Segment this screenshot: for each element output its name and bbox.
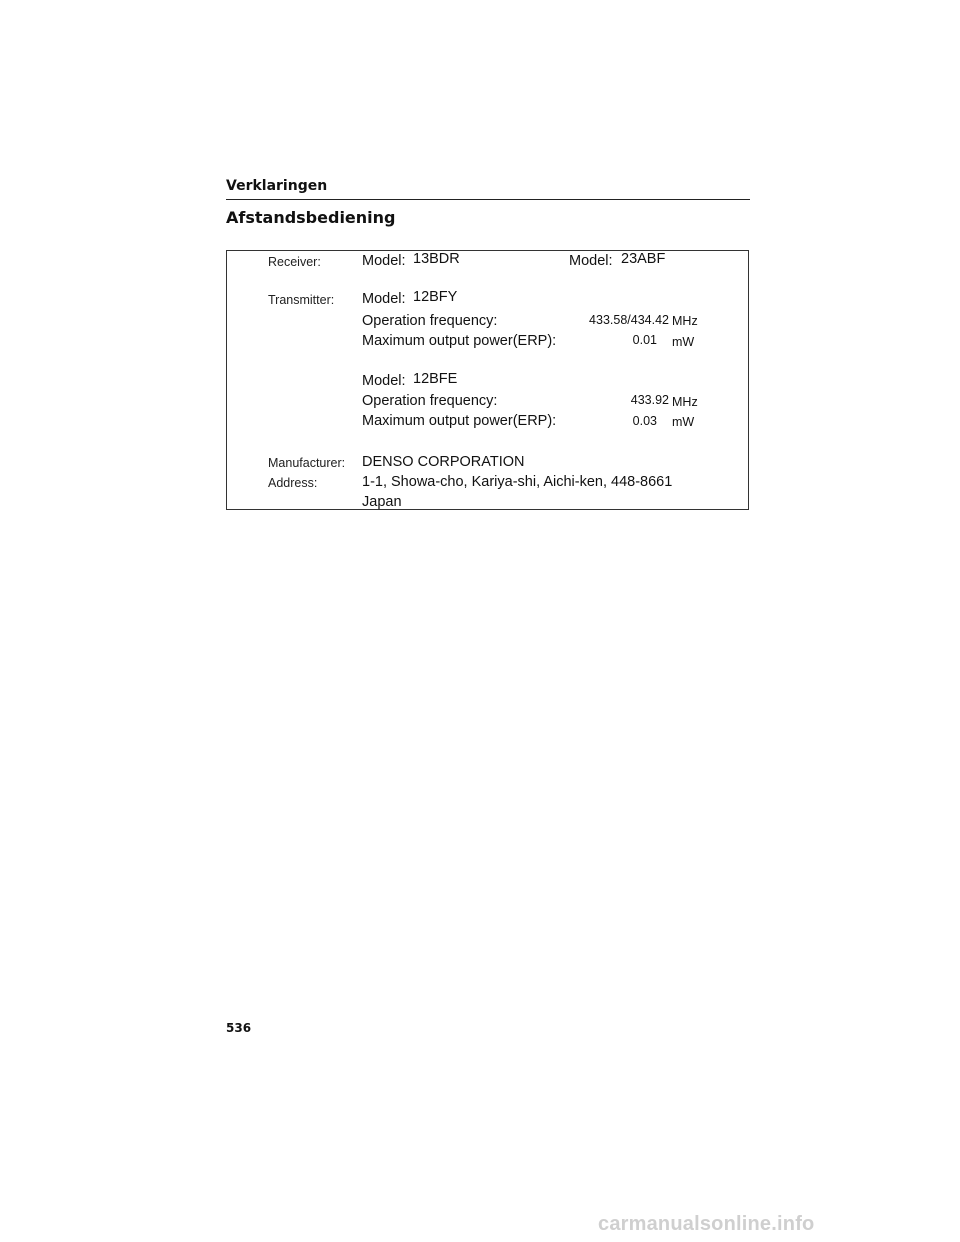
power-label: Maximum output power(ERP): [362,333,557,349]
transmitter-model-label: Model: [362,373,406,389]
power-unit: mW [672,335,695,349]
address-line-1: 1-1, Showa-cho, Kariya-shi, Aichi-ken, 448-8661 [362,474,673,490]
receiver-model-label: Model: [362,253,406,269]
freq-label: Operation frequency: [362,313,498,329]
watermark: carmanualsonline.info [598,1213,815,1235]
receiver-model-label-2: Model: [569,253,613,269]
receiver-model-1: 13BDR [413,251,460,267]
power-unit: mW [672,415,695,429]
transmitter-label: Transmitter: [268,293,335,307]
section-title: Afstandsbediening [226,208,396,227]
header-divider [226,199,750,200]
address-line-2: Japan [362,494,402,510]
manufacturer-value: DENSO CORPORATION [362,454,525,470]
freq-value: 433.58/434.42 [589,313,669,327]
manufacturer-label: Manufacturer: [268,456,346,470]
page-number: 536 [226,1021,252,1035]
power-value: 0.01 [632,333,657,347]
freq-label: Operation frequency: [362,393,498,409]
transmitter-model-label: Model: [362,291,406,307]
power-label: Maximum output power(ERP): [362,413,557,429]
address-label: Address: [268,476,318,490]
freq-unit: MHz [672,395,698,409]
header-title: Verklaringen [226,178,328,194]
spec-box [226,250,749,510]
power-value: 0.03 [632,414,657,428]
freq-value: 433.92 [630,393,669,407]
transmitter-model: 12BFE [413,371,458,387]
receiver-model-2: 23ABF [621,251,666,267]
freq-unit: MHz [672,314,698,328]
receiver-label: Receiver: [268,255,321,269]
transmitter-model: 12BFY [413,289,458,305]
